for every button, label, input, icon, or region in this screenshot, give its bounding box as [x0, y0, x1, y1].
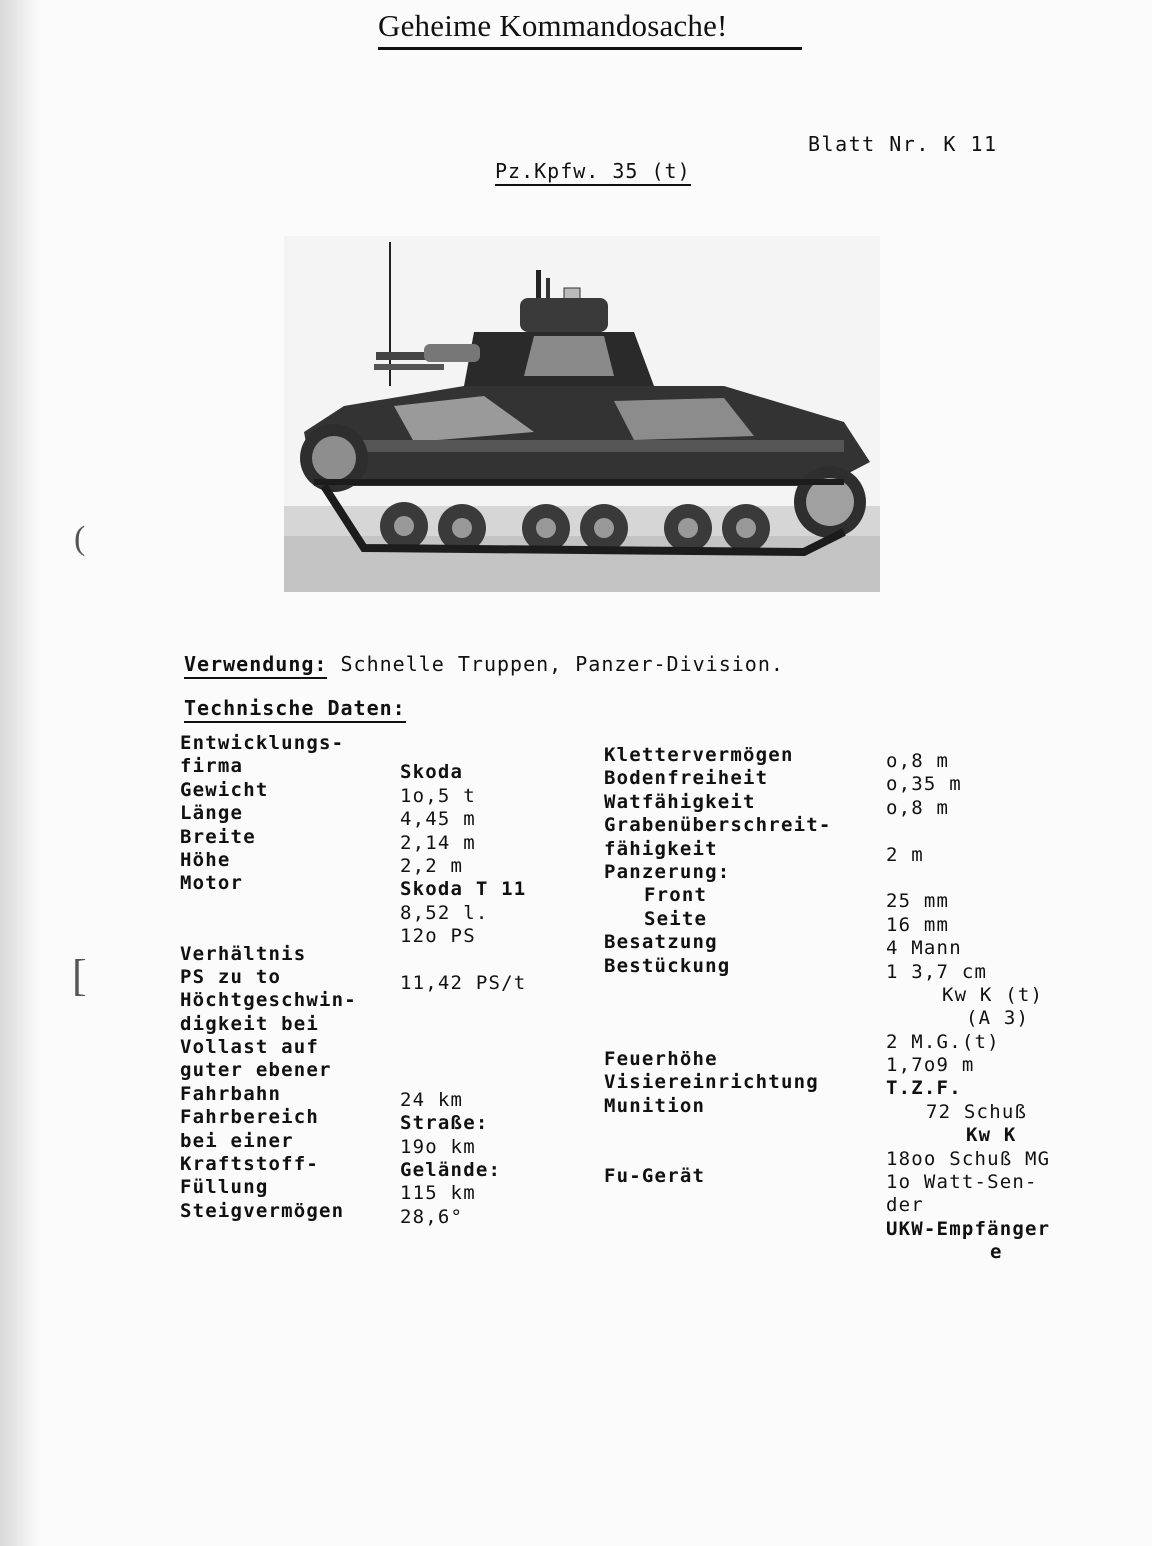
spec-label: Munition	[604, 1094, 706, 1117]
spec-value	[400, 1019, 526, 1042]
spec-label: Gewicht	[180, 778, 269, 801]
spec-value: Kw K (t)	[942, 983, 1044, 1006]
spec-value: Kw K	[966, 1124, 1017, 1147]
usage-line	[184, 652, 784, 676]
spec-label: Länge	[180, 802, 244, 825]
spec-value	[886, 867, 1050, 890]
spec-value: 12o PS	[400, 925, 476, 948]
left-value-column	[400, 738, 526, 1229]
spec-label: digkeit bei	[180, 1012, 320, 1035]
spec-value: 2 m	[886, 843, 924, 866]
spec-label: bei einer	[180, 1129, 294, 1152]
spec-value	[400, 995, 526, 1018]
spec-value	[400, 949, 526, 972]
spec-value: 8,52 l.	[400, 901, 489, 924]
spec-label: Verhältnis	[180, 942, 307, 965]
right-value-column	[886, 750, 1050, 1265]
spec-label: Bodenfreiheit	[604, 767, 769, 790]
spec-value: Gelände:	[400, 1159, 502, 1182]
spec-label	[604, 1001, 832, 1024]
spec-label	[180, 919, 357, 942]
spec-value: 72 Schuß	[926, 1100, 1028, 1123]
spec-value: e	[990, 1241, 1003, 1264]
technical-heading: Technische Daten:	[184, 696, 406, 723]
spec-value: 28,6°	[400, 1205, 464, 1228]
spec-value: Skoda	[400, 761, 464, 784]
spec-value	[400, 1065, 526, 1088]
usage-value: Schnelle Truppen, Panzer-Division.	[340, 652, 784, 676]
spec-label: Motor	[180, 872, 244, 895]
spec-value: 4,45 m	[400, 808, 476, 831]
spec-value	[400, 738, 526, 761]
spec-label: Feuerhöhe	[604, 1048, 718, 1071]
spec-value: 4 Mann	[886, 937, 962, 960]
spec-label: Seite	[644, 907, 708, 930]
spec-label: Höhe	[180, 848, 231, 871]
sheet-number: Blatt Nr. K 11	[808, 132, 998, 156]
spec-value: o,8 m	[886, 796, 950, 819]
spec-value: 115 km	[400, 1182, 476, 1205]
spec-value	[886, 820, 1050, 843]
spec-label	[604, 1118, 832, 1141]
spec-label: Breite	[180, 825, 256, 848]
spec-label	[604, 978, 832, 1001]
spec-value: 2 M.G.(t)	[886, 1030, 1000, 1053]
spec-label: Höchtgeschwin-	[180, 989, 357, 1012]
spec-label: Panzerung:	[604, 860, 731, 883]
spec-value: T.Z.F.	[886, 1077, 962, 1100]
spec-label	[180, 896, 357, 919]
spec-value: 18oo Schuß MG	[886, 1147, 1051, 1170]
margin-mark: (	[74, 520, 86, 557]
spec-value: der	[886, 1194, 924, 1217]
scan-edge-shadow	[0, 0, 40, 1546]
usage-label: Verwendung:	[184, 652, 327, 679]
spec-label: fähigkeit	[604, 837, 718, 860]
spec-value: 25 mm	[886, 890, 950, 913]
technical-heading-line	[184, 696, 406, 720]
spec-label: Watfähigkeit	[604, 790, 756, 813]
spec-label: Fu-Gerät	[604, 1165, 706, 1188]
spec-label: Grabenüberschreit-	[604, 814, 832, 837]
spec-label: firma	[180, 755, 244, 778]
spec-value: 1,7o9 m	[886, 1054, 975, 1077]
spec-label	[604, 1142, 832, 1165]
spec-label: Besatzung	[604, 931, 718, 954]
right-label-column	[604, 744, 832, 1188]
vehicle-title: Pz.Kpfw. 35 (t)	[495, 158, 691, 186]
spec-label: Füllung	[180, 1176, 269, 1199]
spec-value: o,35 m	[886, 773, 962, 796]
spec-label: Front	[644, 884, 708, 907]
classification-heading: Geheime Kommandosache!	[378, 6, 802, 50]
spec-label: PS zu to	[180, 965, 282, 988]
spec-value: Straße:	[400, 1112, 489, 1135]
spec-label: Fahrbahn	[180, 1082, 282, 1105]
spec-label	[604, 1025, 832, 1048]
spec-value: UKW-Empfänger	[886, 1217, 1051, 1240]
spec-value: 1o Watt-Sen-	[886, 1171, 1038, 1194]
spec-value: 2,14 m	[400, 831, 476, 854]
spec-value: Skoda T 11	[400, 878, 527, 901]
spec-value	[400, 1042, 526, 1065]
spec-label: guter ebener	[180, 1059, 332, 1082]
spec-label: Klettervermögen	[604, 744, 794, 766]
spec-value: 11,42 PS/t	[400, 971, 527, 994]
tank-photo	[284, 236, 880, 592]
spec-value: 16 mm	[886, 913, 950, 936]
spec-label: Kraftstoff-	[180, 1153, 320, 1176]
spec-label: Visiereinrichtung	[604, 1071, 819, 1094]
spec-value: 19o km	[400, 1135, 476, 1158]
spec-value: o,8 m	[886, 750, 950, 772]
spec-value: (A 3)	[966, 1007, 1030, 1030]
spec-label: Vollast auf	[180, 1036, 320, 1059]
spec-label: Fahrbereich	[180, 1106, 320, 1129]
spec-value: 2,2 m	[400, 854, 464, 877]
spec-value: 1o,5 t	[400, 784, 476, 807]
spec-label: Steigvermögen	[180, 1199, 345, 1222]
spec-label: Bestückung	[604, 954, 731, 977]
left-label-column	[180, 732, 357, 1223]
spec-label: Entwicklungs-	[180, 732, 345, 754]
margin-mark: [	[72, 951, 87, 1000]
spec-value: 1 3,7 cm	[886, 960, 988, 983]
spec-value: 24 km	[400, 1088, 464, 1111]
